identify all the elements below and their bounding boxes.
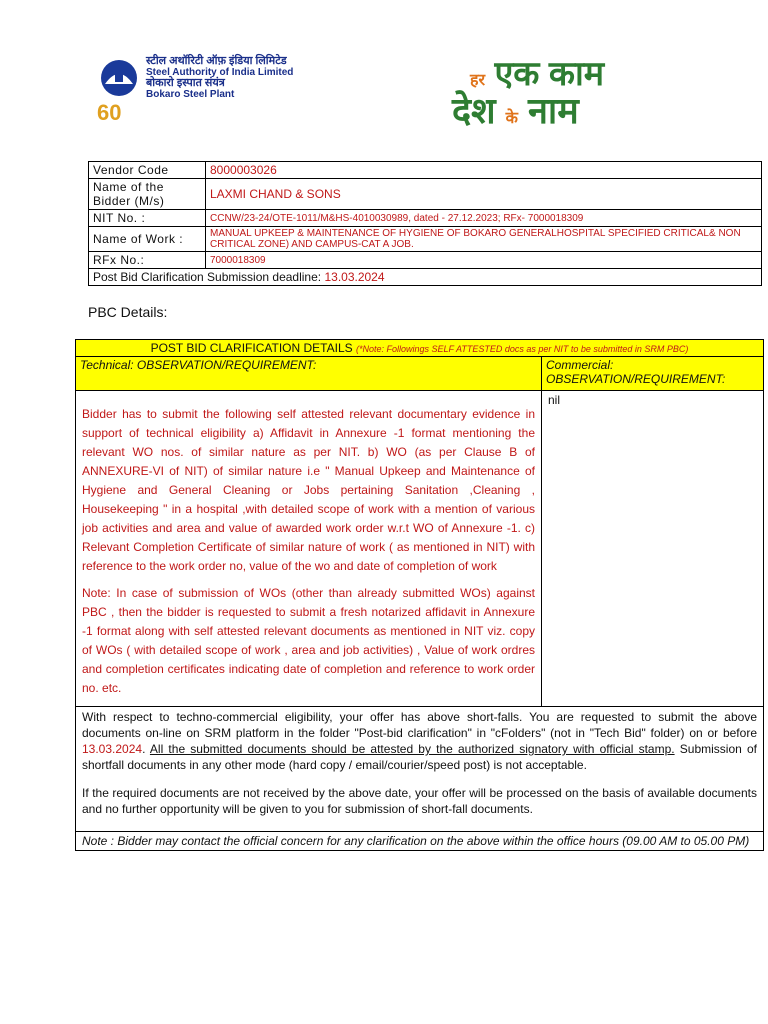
- office-hours-note: Note : Bidder may contact the official concern for any clarification on the above within the office hours (09.00 AM to 05.00 PM): [82, 834, 750, 848]
- slogan-main-1: एक काम: [494, 55, 605, 93]
- nit-label: NIT No. :: [89, 210, 206, 227]
- work-value: MANUAL UPKEEP & MAINTENANCE OF HYGIENE OF BOKARO GENERALHOSPITAL SPECIFIED CRITICAL& NON CRITICAL ZONE) AND CAMPUS-CAT A JOB.: [206, 227, 762, 252]
- deadline-cell: [89, 269, 762, 286]
- slogan-word-naam: नाम: [527, 90, 579, 131]
- slogan-line-2: [452, 92, 579, 138]
- commercial-label: Commercial: OBSERVATION/REQUIREMENT:: [542, 357, 763, 391]
- technical-body: [76, 391, 541, 706]
- slogan-small-2: के: [505, 110, 518, 127]
- technical-paragraph-1: Bidder has to submit the following self attested relevant documentary evidence in support of technical eligibility a) Affidavit in Annexure -1 format mentioning the relevant WO nos. of similar nature as per NIT. b) WO (as per Clause B of ANNEXURE-VI of NIT) of similar nature i.e " Manual Upkeep and Maintenance of Hygiene and General Cleaning or Jobs pertaining Sanitation ,Cleaning , Housekeeping " in a hospital ,with detailed scope of work with a mention of various job activities and area and value of awarded work order w.r.t WO of Annexure -1. c) Relevant Completion Certificate of similar nature of work ( as mentioned in NIT) with reference to the work order no, value of the wo and date of completion of work: [82, 407, 535, 573]
- company-name-hindi: स्टील अथॉरिटी ऑफ़ इंडिया लिमिटेड: [146, 55, 287, 67]
- deadline-value: 13.03.2024: [324, 270, 385, 284]
- technical-column: [76, 357, 542, 706]
- pbc-details-title: PBC Details:: [88, 304, 168, 320]
- technical-label: Technical: OBSERVATION/REQUIREMENT:: [76, 357, 541, 391]
- vendor-details-table: [88, 161, 762, 286]
- work-label: Name of Work :: [89, 227, 206, 252]
- nit-row: [89, 210, 762, 227]
- vendor-code-row: [89, 162, 762, 179]
- pbc-heading-text: POST BID CLARIFICATION DETAILS: [150, 341, 353, 355]
- pbc-heading: [76, 340, 763, 357]
- commercial-column: [542, 357, 763, 706]
- company-name-block: [146, 56, 293, 100]
- work-row: [89, 227, 762, 252]
- slogan-small-1: हर: [470, 72, 486, 89]
- deadline-label: Post Bid Clarification Submission deadline:: [93, 270, 322, 284]
- instructions-attestation: All the submitted documents should be attested by the authorized signatory with official stamp.: [149, 742, 675, 756]
- page-header: [0, 0, 768, 150]
- rfx-value: 7000018309: [206, 252, 762, 269]
- pbc-heading-note: (*Note: Followings SELF ATTESTED docs as per NIT to be submitted in SRM PBC): [355, 344, 689, 354]
- deadline-row: [89, 269, 762, 286]
- slogan-word-desh: देश: [452, 90, 496, 131]
- technical-paragraph-2: Note: In case of submission of WOs (other than already submitted WOs) against PBC , then the bidder is requested to submit a fresh notarized affidavit in Annexure -1 format along with self attested relevant documents as mentioned in NIT viz. copy of WOs ( with detailed scope of work , area and job activities) , Value of work ordres and completion certificates indicating date of completion and reference to work order no. etc.: [82, 586, 535, 695]
- company-name-english: Steel Authority of India Limited: [146, 67, 294, 78]
- sail-logo-icon: [95, 58, 143, 124]
- vendor-code-value: 8000003026: [206, 162, 762, 179]
- rfx-row: [89, 252, 762, 269]
- instructions-paragraph-1: With respect to techno-commercial eligibility, your offer has above short-falls. You are requested to submit the above documents on-line on SRM platform in the folder "Post-bid clarification" in "cFolders" (not in "Tech Bid" folder) on or before 13.03.2024. All the submitted documents should be attested by the authorized signatory with official stamp. Submission of shortfall documents in any other mode (hard copy / email/courier/speed post) is not acceptable.: [82, 710, 757, 772]
- pbc-observation-row: [76, 357, 763, 707]
- anniversary-mark: 60: [97, 100, 122, 124]
- commercial-value: nil: [548, 393, 561, 407]
- vendor-code-label: Vendor Code: [89, 162, 206, 179]
- nit-value: CCNW/23-24/OTE-1011/M&HS-4010030989, dated - 27.12.2023; RFx- 7000018309: [206, 210, 762, 227]
- plant-name-english: Bokaro Steel Plant: [146, 89, 235, 100]
- plant-name-hindi: बोकारो इस्पात संयंत्र: [146, 77, 225, 89]
- instructions-text-c: Submission of shortfall documents in any other mode (hard copy / email/courier/speed post) is not acceptable.: [82, 742, 757, 772]
- bidder-value: LAXMI CHAND & SONS: [206, 179, 762, 210]
- rfx-label: RFx No.:: [89, 252, 206, 269]
- bidder-label: Name of the Bidder (M/s): [89, 179, 206, 210]
- instructions-text-a: With respect to techno-commercial eligibility, your offer has above short-falls. You are requested to submit the above documents on-line on SRM platform in the folder "Post-bid clarification" in "cFolders" (not in "Tech Bid" folder) on or before: [82, 710, 757, 740]
- instructions-date: 13.03.2024: [82, 742, 143, 756]
- instructions-paragraph-2: If the required documents are not received by the above date, your offer will be processed on the basis of available documents and no further opportunity will be given to you for submission of short-fall documents.: [82, 786, 757, 816]
- pbc-table: [75, 339, 764, 851]
- submission-instructions: [76, 707, 763, 832]
- bidder-row: [89, 179, 762, 210]
